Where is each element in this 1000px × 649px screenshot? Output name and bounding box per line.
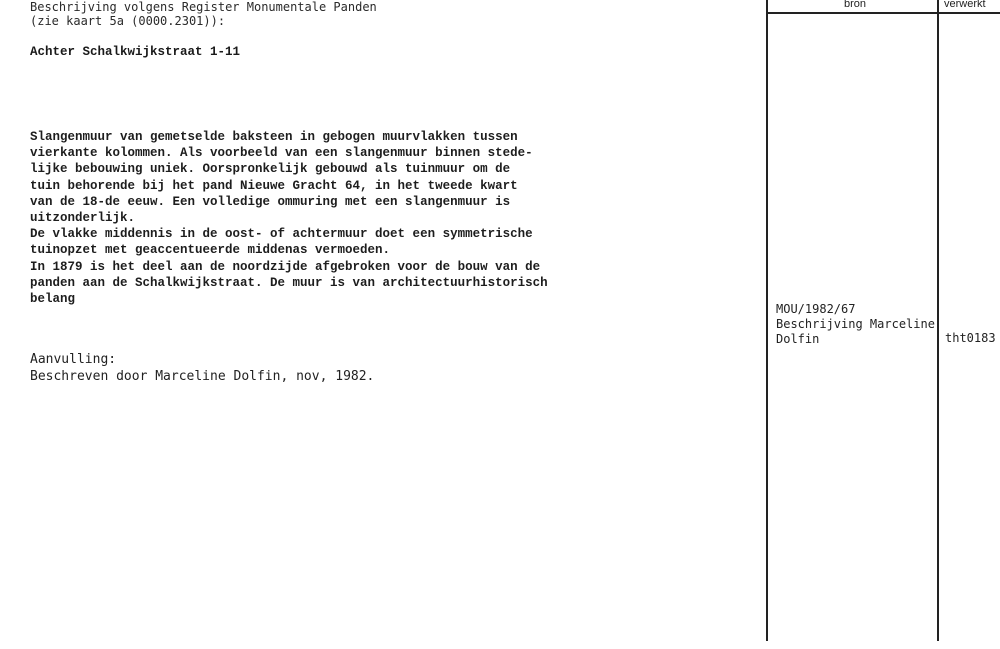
source-reference bbox=[776, 302, 935, 347]
description-line: tuin behorende bij het pand Nieuwe Gracht 64, in het tweede kwart bbox=[30, 178, 518, 193]
source-line: MOU/1982/67 bbox=[776, 302, 856, 316]
description-line: vierkante kolommen. Als voorbeeld van een slangenmuur binnen stede- bbox=[30, 146, 533, 161]
description-line: uitzonderlijk. bbox=[30, 211, 136, 226]
source-line: Beschrijving Marceline bbox=[776, 317, 935, 331]
description-line: belang bbox=[30, 292, 76, 307]
supplement-label: Aanvulling: bbox=[30, 352, 117, 367]
address-title: Achter Schalkwijkstraat 1-11 bbox=[30, 45, 241, 59]
source-line: Dolfin bbox=[776, 332, 820, 346]
description-line: De vlakke middennis in de oost- of achtermuur doet een symmetrische bbox=[30, 227, 533, 242]
description-block bbox=[30, 129, 548, 307]
column-header-rule bbox=[766, 12, 1000, 14]
header-line-1: Beschrijving volgens Register Monumentale Panden bbox=[30, 0, 377, 14]
document-header bbox=[30, 0, 377, 28]
verwerkt-code: tht0183 bbox=[945, 331, 996, 345]
description-line: In 1879 is het deel aan de noordzijde afgebroken voor de bouw van de bbox=[30, 259, 541, 274]
description-line: Slangenmuur van gemetselde baksteen in gebogen muurvlakken tussen bbox=[30, 130, 518, 144]
header-line-2: (zie kaart 5a (0000.2301)): bbox=[30, 14, 226, 28]
column-header-bron: bron bbox=[844, 0, 867, 10]
supplement-text: Beschreven door Marceline Dolfin, nov, 1982. bbox=[30, 369, 375, 384]
column-header-verwerkt: verwerkt bbox=[944, 0, 986, 10]
column-divider-right bbox=[937, 0, 939, 641]
description-line: panden aan de Schalkwijkstraat. De muur is van architectuurhistorisch bbox=[30, 275, 548, 290]
description-line: lijke bebouwing uniek. Oorspronkelijk gebouwd als tuinmuur om de bbox=[30, 162, 511, 177]
description-line: tuinopzet met geaccentueerde middenas vermoeden. bbox=[30, 243, 391, 258]
column-divider-left bbox=[766, 0, 768, 641]
description-line: van de 18-de eeuw. Een volledige ommuring met een slangenmuur is bbox=[30, 194, 511, 209]
supplement-block bbox=[30, 351, 374, 385]
